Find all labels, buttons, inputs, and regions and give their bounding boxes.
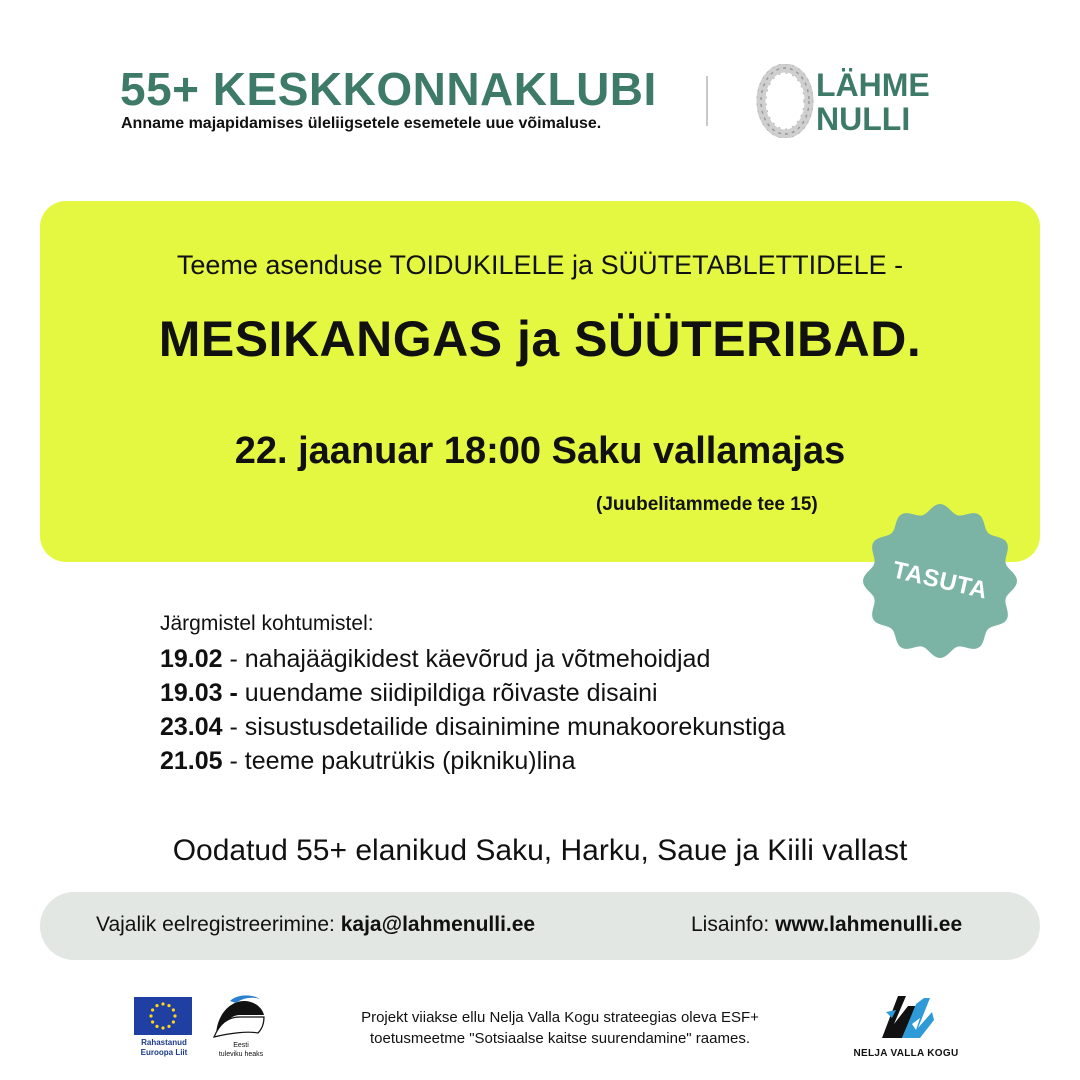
registration-email-link[interactable]: kaja@lahmenulli.ee <box>340 913 536 936</box>
free-badge-label: TASUTA <box>889 556 991 605</box>
eu-star-icon <box>167 1004 170 1007</box>
schedule-date: 19.02 <box>160 645 223 673</box>
schedule-item <box>160 744 785 778</box>
estonia-caption-line-1: Eesti <box>233 1042 249 1049</box>
schedule-date: 21.05 <box>160 747 223 775</box>
website-link[interactable]: www.lahmenulli.ee <box>775 913 963 936</box>
eu-star-icon <box>161 1002 164 1005</box>
schedule-topic: - nahajäägikidest käevõrud ja võtmehoidjad <box>222 645 711 673</box>
logo-line-2: NULLI <box>816 101 911 137</box>
lahme-nulli-zero-icon <box>754 64 816 138</box>
project-note-line-1: Projekt viiakse ellu Nelja Valla Kogu strateegias oleva ESF+ <box>361 1009 759 1026</box>
eu-star-icon <box>149 1014 152 1017</box>
eu-flag-icon <box>134 997 192 1035</box>
eu-star-icon <box>172 1008 175 1011</box>
schedule-topic: - teeme pakutrükis (pikniku)lina <box>222 747 576 775</box>
info-label: Lisainfo: <box>691 913 776 936</box>
schedule-date: 23.04 <box>160 713 223 741</box>
club-title: 55+ KESKKONNAKLUBI <box>120 63 657 115</box>
project-funding-note <box>300 1007 820 1049</box>
project-note-line-2: toetusmeetme "Sotsiaalse kaitse suurendamine" raames. <box>369 1030 750 1047</box>
event-address: (Juubelitammede tee 15) <box>596 494 818 515</box>
eu-star-icon <box>151 1020 154 1023</box>
eu-funding-caption <box>128 1038 200 1058</box>
eu-star-icon <box>161 1026 164 1029</box>
schedule-item <box>160 710 785 744</box>
eu-star-icon <box>173 1014 176 1017</box>
lahme-nulli-logo-text <box>816 68 930 136</box>
eu-star-icon <box>155 1004 158 1007</box>
estonia-future-logo-icon <box>210 993 268 1041</box>
more-info <box>691 913 962 937</box>
registration-info <box>96 913 535 937</box>
eu-star-icon <box>172 1020 175 1023</box>
schedule-topic: - sisustusdetailide disainimine munakoorekunstiga <box>222 713 786 741</box>
event-intro: Teeme asenduse TOIDUKILELE ja SÜÜTETABLETTIDELE - <box>176 250 904 280</box>
estonia-caption-line-2: tuleviku heaks <box>218 1051 264 1058</box>
event-date-location: 22. jaanuar 18:00 Saku vallamajas <box>234 430 846 472</box>
schedule-list <box>160 642 785 778</box>
logo-line-1: LÄHME <box>816 67 930 103</box>
eu-star-icon <box>167 1025 170 1028</box>
eu-star-icon <box>155 1025 158 1028</box>
schedule-heading: Järgmistel kohtumistel: <box>160 612 374 635</box>
header-divider <box>706 76 708 126</box>
schedule-item <box>160 676 785 710</box>
schedule-topic: uuendame siidipildiga rõivaste disaini <box>237 679 658 707</box>
eu-star-icon <box>151 1008 154 1011</box>
nelja-valla-kogu-logo-icon <box>876 990 936 1044</box>
schedule-date: 19.03 - <box>160 679 238 707</box>
estonia-caption <box>210 1041 272 1059</box>
eu-caption-line-2: Euroopa Liit <box>140 1048 188 1057</box>
nvk-name: NELJA VALLA KOGU <box>853 1048 959 1059</box>
invite-text: Oodatud 55+ elanikud Saku, Harku, Saue ja Kiili vallast <box>172 834 908 867</box>
schedule-item <box>160 642 785 676</box>
club-subtitle: Anname majapidamises üleliigsetele esemetele uue võimaluse. <box>121 115 602 132</box>
event-title: MESIKANGAS ja SÜÜTERIBAD. <box>158 311 922 367</box>
registration-label: Vajalik eelregistreerimine: <box>96 913 341 936</box>
eu-caption-line-1: Rahastanud <box>141 1038 187 1047</box>
